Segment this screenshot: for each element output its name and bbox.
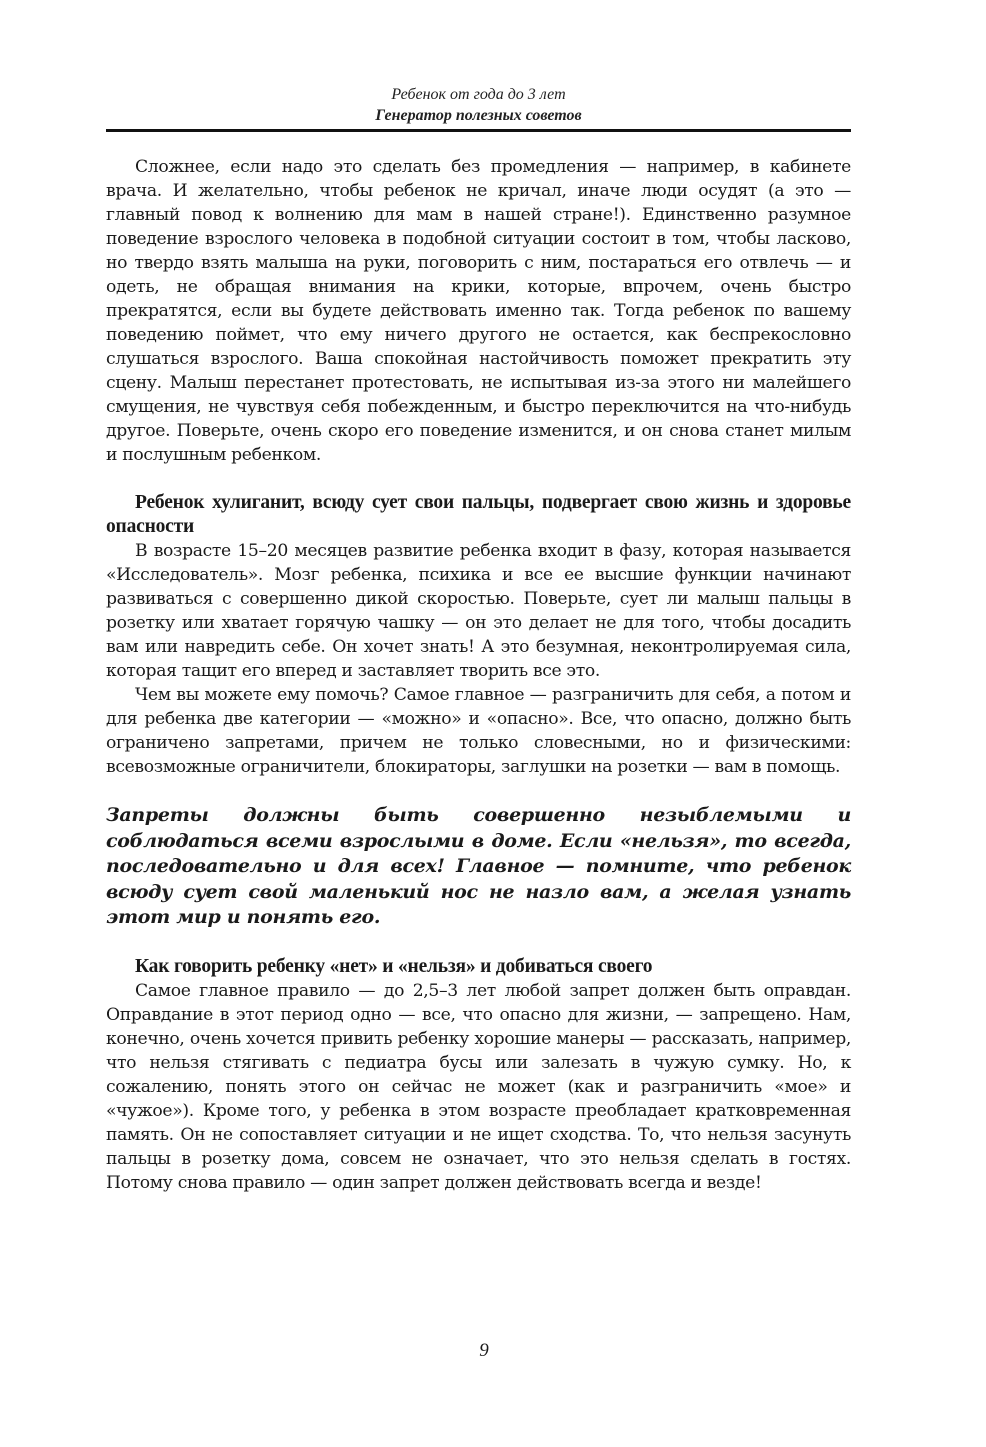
book-title: Ребенок от года до 3 лет — [391, 86, 566, 103]
paragraph-2: В возрасте 15–20 месяцев развитие ребенка входит в фазу, которая называется «Исследователь». Мозг ребенка, психика и все ее высшие функции начинают развиваться с совершенно дикой скоростью. Поверьте, сует ли малыш пальцы в розетку или хватает горячую чашку — он это делает не для того, чтобы досадить вам или навредить себе. Он хочет знать! А это безумная, неконтролируемая сила, которая тащит его вперед и заставляет творить все это. — [106, 541, 851, 681]
spacer — [106, 467, 851, 491]
page-number: 9 — [479, 1340, 489, 1361]
section-heading-1: Ребенок хулиганит, всюду сует свои пальцы, подвергает свою жизнь и здоровье опасности — [106, 492, 851, 537]
page-body — [106, 155, 851, 1195]
paragraph-1: Сложнее, если надо это сделать без промедления — например, в кабинете врача. И желательно, чтобы ребенок не кричал, иначе люди осудят (а это — главный повод к волнению для мам в нашей стране!). Единственно разумное поведение взрослого человека в подобной ситуации состоит в том, чтобы ласково, но твердо взять малыша на руки, поговорить с ним, постараться его отвлечь — и одеть, не обращая внимания на крики, которые, впрочем, очень быстро прекратятся, если вы будете действовать именно так. Тогда ребенок по вашему поведению поймет, что ему ничего другого не остается, как беспрекословно слушаться взрослого. Ваша спокойная настойчивость поможет прекратить эту сцену. Малыш перестанет протестовать, не испытывая из-за этого ни малейшего смущения, не чувствуя себя побежденным, и быстро переключится на что-нибудь другое. Поверьте, очень скоро его поведение изменится, и он снова станет милым и послушным ребенком. — [106, 157, 851, 465]
paragraph-3: Чем вы можете ему помочь? Самое главное — разграничить для себя, а потом и для ребенка две категории — «можно» и «опасно». Все, что опасно, должно быть ограничено запретами, причем не только словесными, но и физическими: всевозможные ограничители, блокираторы, заглушки на розетки — вам в помощь. — [106, 685, 851, 777]
series-title: Генератор полезных советов — [375, 107, 582, 124]
section-heading-2: Как говорить ребенку «нет» и «нельзя» и добиваться своего — [135, 955, 653, 977]
spacer — [106, 779, 851, 803]
spacer — [106, 931, 851, 955]
header-rule — [106, 129, 851, 132]
running-head — [106, 84, 851, 126]
highlighted-quote: Запреты должны быть совершенно незыблемыми и соблюдаться всеми взрослыми в доме. Если «нельзя», то всегда, последовательно и для всех! Главное — помните, что ребенок всюду сует свой маленький нос не назло вам, а желая узнать этот мир и понять его. — [106, 804, 851, 928]
paragraph-4: Самое главное правило — до 2,5–3 лет любой запрет должен быть оправдан. Оправдание в этот период одно — все, что опасно для жизни, — запрещено. Нам, конечно, очень хочется привить ребенку хорошие манеры — рассказать, например, что нельзя стягивать с педиатра бусы или залезать в чужую сумку. Но, к сожалению, понять этого он сейчас не может (как и разграничить «мое» и «чужое»). Кроме того, у ребенка в этом возрасте преобладает кратковременная память. Он не сопоставляет ситуации и не ищет сходства. То, что нельзя засунуть пальцы в розетку дома, совсем не означает, что это нельзя сделать в гостях. Потому снова правило — один запрет должен действовать всегда и везде! — [106, 980, 851, 1193]
